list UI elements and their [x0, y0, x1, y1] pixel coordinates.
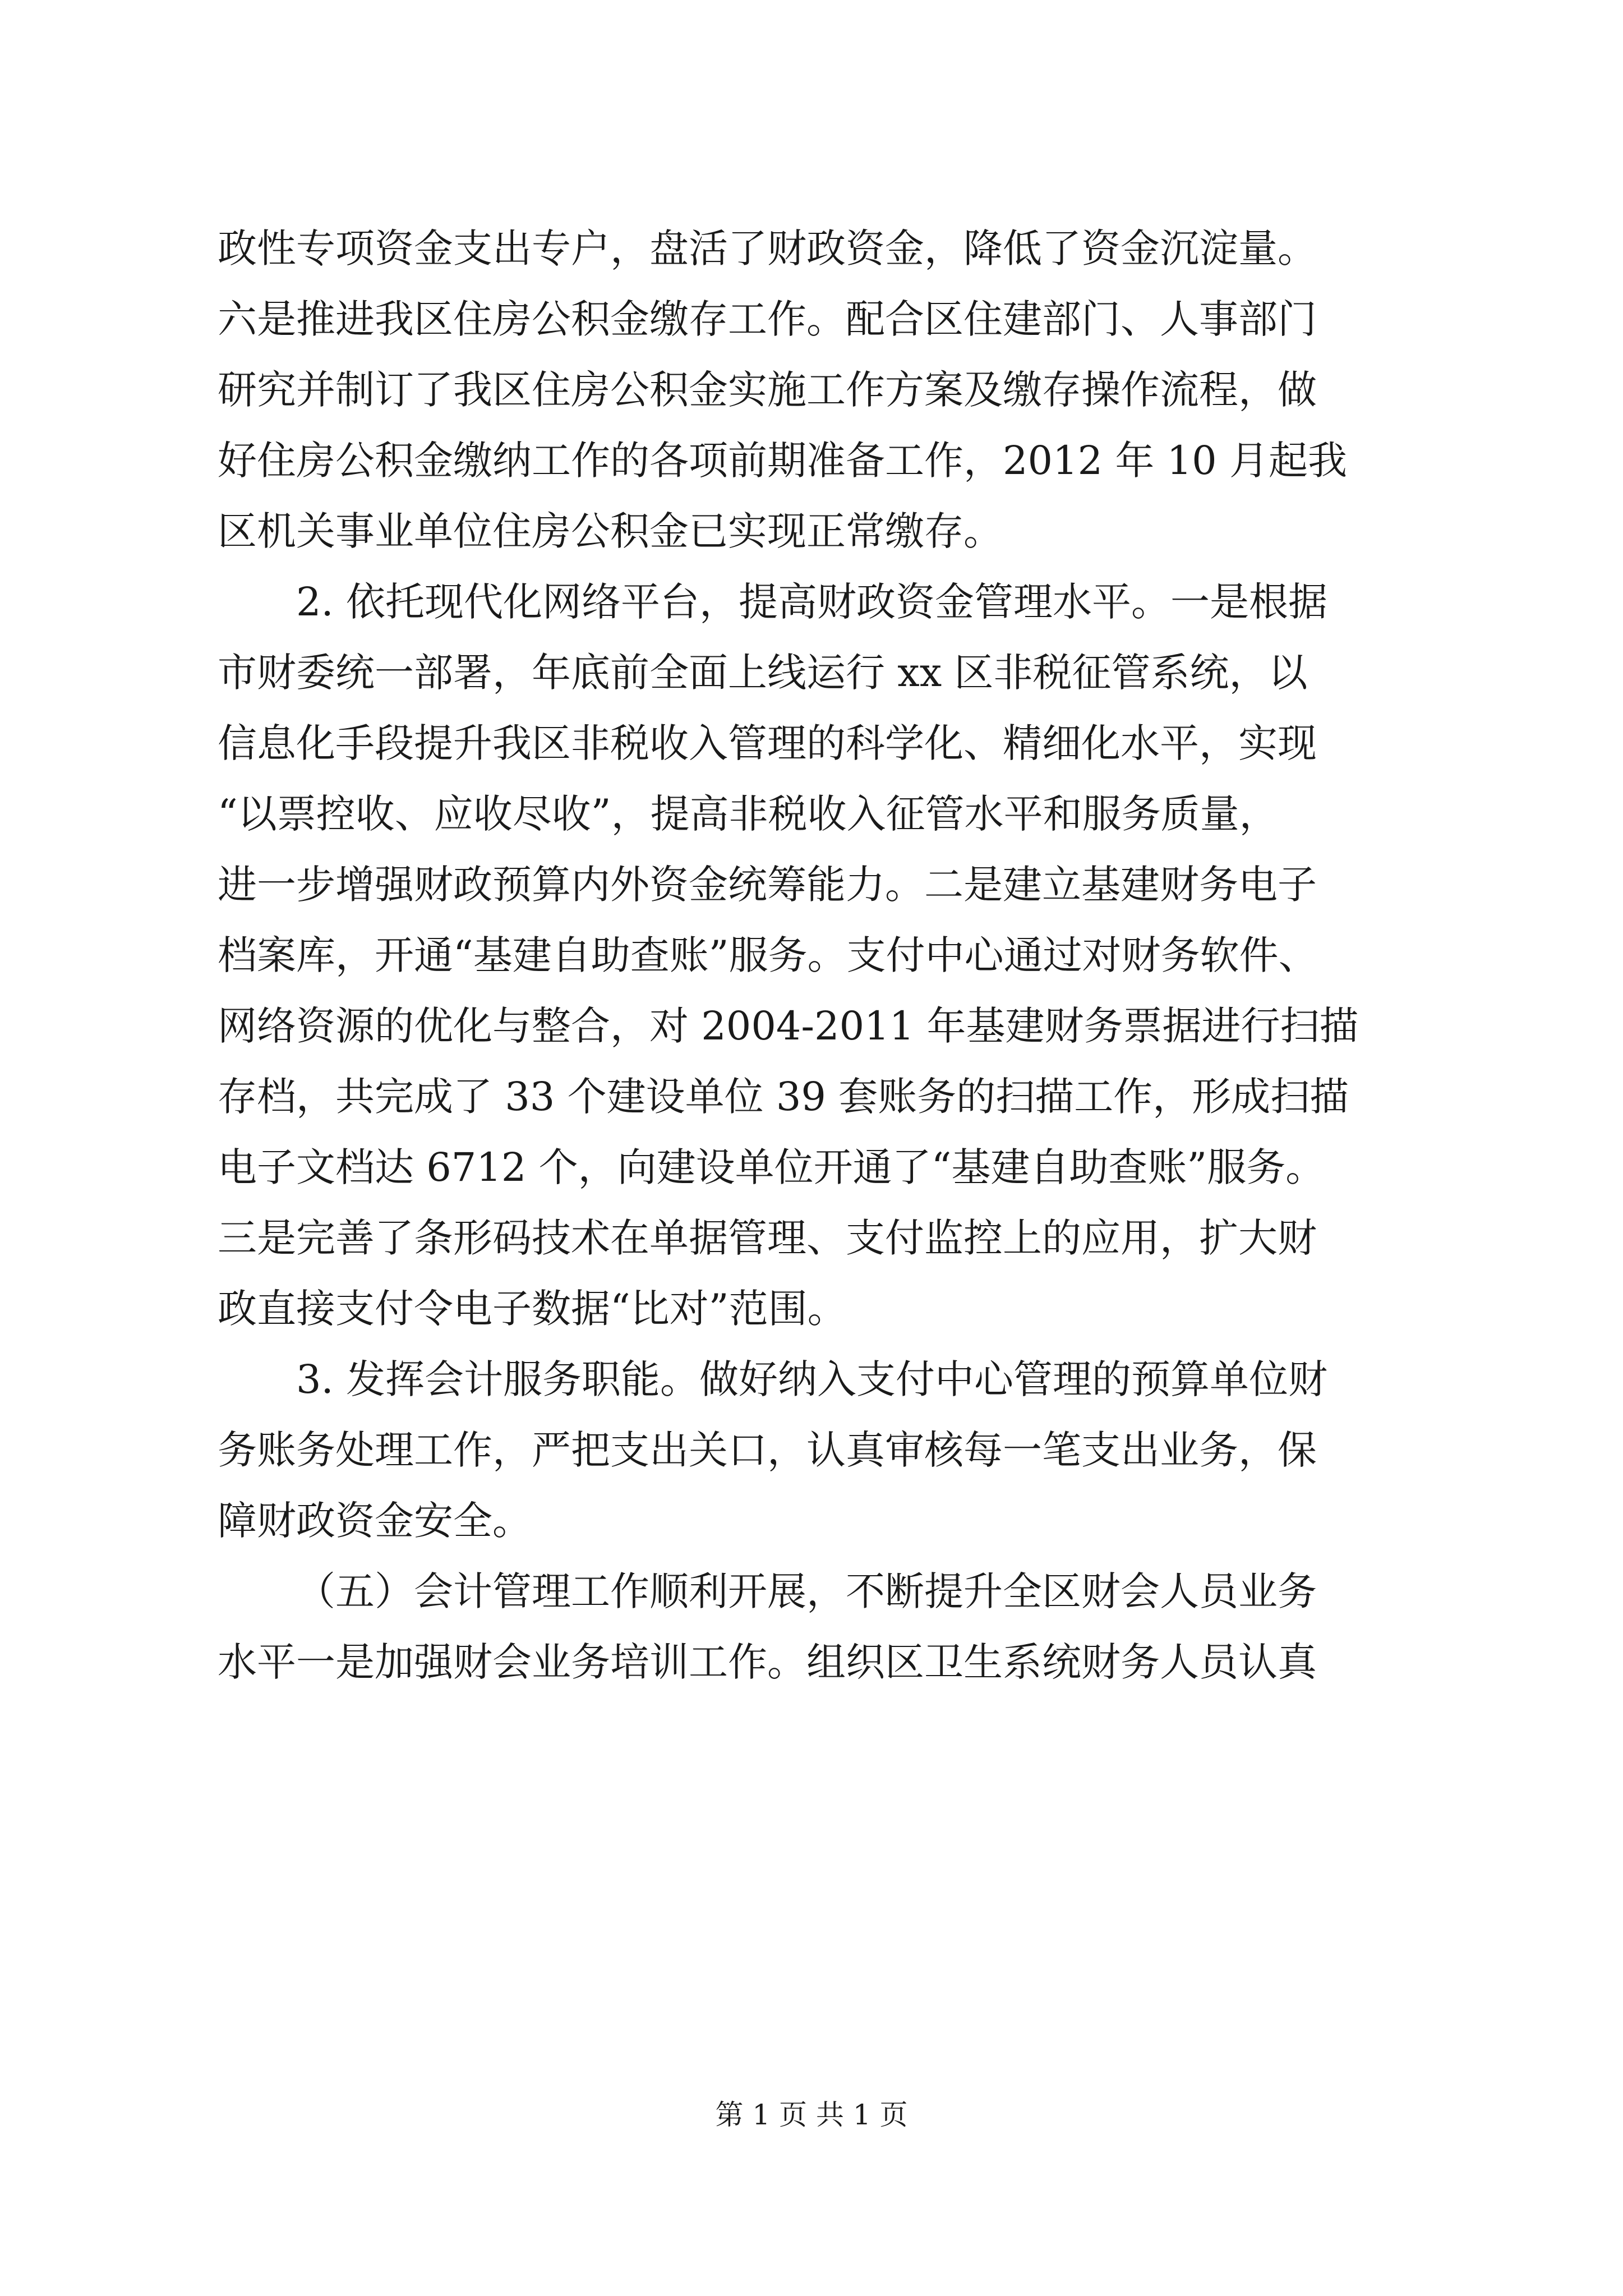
text-line: 水平一是加强财会业务培训工作。组织区卫生系统财务人员认真: [218, 1639, 1317, 1685]
text-line: 2. 依托现代化网络平台，提高财政资金管理水平。一是根据: [296, 579, 1328, 625]
text-line: 信息化手段提升我区非税收入管理的科学化、精细化水平，实现: [218, 720, 1317, 766]
text-line: 政直接支付令电子数据“比对”范围。: [218, 1286, 847, 1332]
text-line: 障财政资金安全。: [218, 1498, 532, 1544]
text-line: 存档，共完成了 33 个建设单位 39 套账务的扫描工作，形成扫描: [218, 1074, 1349, 1120]
text-line: 好住房公积金缴纳工作的各项前期准备工作，2012 年 10 月起我: [218, 438, 1347, 484]
text-line: 六是推进我区住房公积金缴存工作。配合区住建部门、人事部门: [218, 296, 1317, 342]
text-line: 进一步增强财政预算内外资金统筹能力。二是建立基建财务电子: [218, 862, 1317, 908]
text-line: （五）会计管理工作顺利开展，不断提升全区财会人员业务: [296, 1568, 1317, 1614]
text-line: 政性专项资金支出专户，盘活了财政资金，降低了资金沉淀量。: [218, 226, 1317, 272]
text-line: 市财委统一部署，年底前全面上线运行 xx 区非税征管系统，以: [218, 650, 1308, 696]
text-line: 区机关事业单位住房公积金已实现正常缴存。: [218, 508, 1003, 554]
text-line: “以票控收、应收尽收”，提高非税收入征管水平和服务质量，: [218, 791, 1279, 837]
text-line: 三是完善了条形码技术在单据管理、支付监控上的应用，扩大财: [218, 1215, 1317, 1261]
text-line: 研究并制订了我区住房公积金实施工作方案及缴存操作流程，做: [218, 367, 1317, 413]
text-line: 3. 发挥会计服务职能。做好纳入支付中心管理的预算单位财: [296, 1356, 1328, 1402]
text-line: 务账务处理工作，严把支出关口，认真审核每一笔支出业务，保: [218, 1427, 1317, 1473]
text-line: 档案库，开通“基建自助查账”服务。支付中心通过对财务软件、: [218, 932, 1318, 978]
page-number-footer: 第 1 页 共 1 页: [715, 2099, 908, 2131]
text-line: 网络资源的优化与整合，对 2004-2011 年基建财务票据进行扫描: [218, 1003, 1359, 1049]
text-line: 电子文档达 6712 个，向建设单位开通了“基建自助查账”服务。: [218, 1144, 1325, 1190]
